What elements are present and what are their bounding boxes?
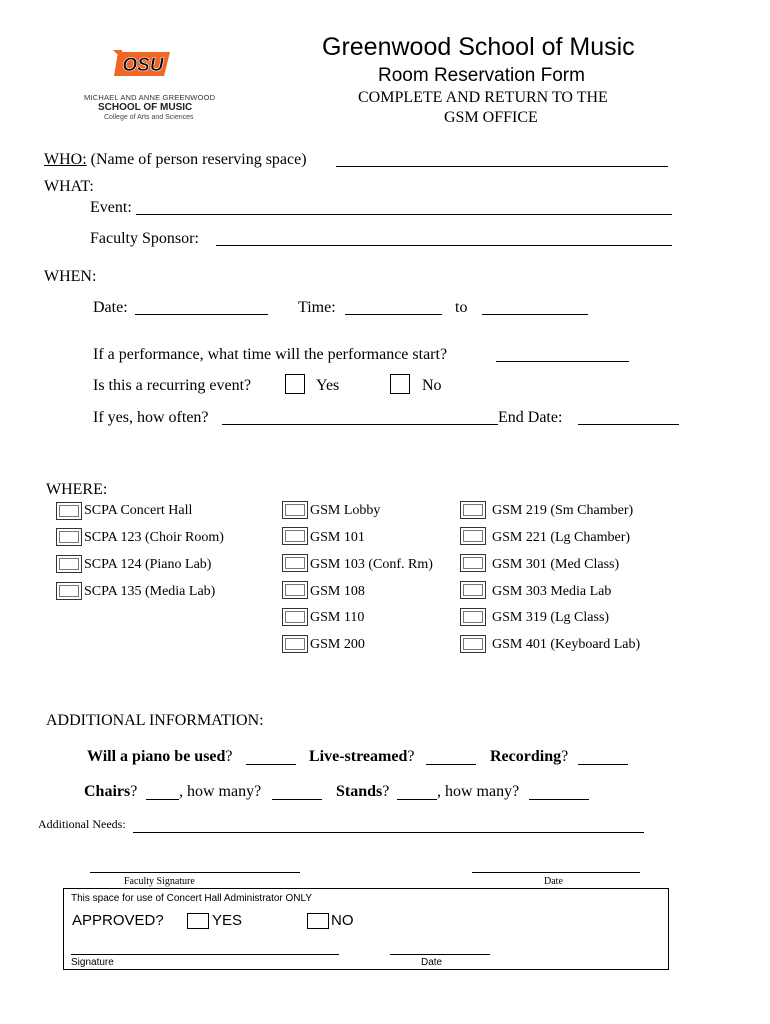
faculty-signature-line[interactable]	[90, 872, 300, 873]
room-label: GSM 219 (Sm Chamber)	[492, 503, 634, 518]
who-label: WHO:	[44, 151, 87, 168]
room-label: GSM 103 (Conf. Rm)	[310, 557, 433, 572]
recurring-yes-label: Yes	[316, 377, 340, 394]
end-date-label: End Date:	[498, 409, 563, 426]
who-text: (Name of person reserving space)	[90, 151, 307, 168]
admin-note: This space for use of Concert Hall Administrator ONLY	[71, 893, 313, 904]
time-end-field[interactable]	[482, 314, 588, 315]
stands-field[interactable]	[397, 799, 437, 800]
recurring-yes-checkbox[interactable]	[285, 374, 305, 394]
room-label: GSM 303 Media Lab	[492, 584, 612, 599]
room-label: SCPA 124 (Piano Lab)	[84, 557, 212, 572]
performance-time-field[interactable]	[496, 361, 629, 362]
who-field[interactable]	[336, 166, 668, 167]
room-label: GSM 319 (Lg Class)	[492, 610, 610, 625]
chairs-label: Chairs	[84, 783, 131, 800]
room-label: SCPA Concert Hall	[84, 503, 193, 518]
stands-how-many: , how many?	[437, 783, 520, 800]
room-checkbox-scpa-123[interactable]	[56, 528, 82, 546]
room-label: GSM 301 (Med Class)	[492, 557, 620, 572]
date-label: Date:	[93, 299, 128, 316]
osu-logo-mark	[112, 46, 176, 82]
logo-line1: MICHAEL AND ANNE GREENWOOD	[84, 93, 216, 102]
logo-mark-text: OSU	[122, 55, 164, 76]
room-checkbox-gsm-lobby[interactable]	[282, 501, 308, 519]
recording-question	[490, 748, 568, 766]
chairs-how-many: , how many?	[179, 783, 262, 800]
instruction-line2: GSM OFFICE	[444, 109, 538, 126]
room-label: SCPA 135 (Media Lab)	[84, 584, 216, 599]
faculty-signature-label: Faculty Signature	[124, 876, 195, 887]
sponsor-field[interactable]	[216, 245, 672, 246]
admin-date-label: Date	[421, 957, 443, 968]
recording-label: Recording	[490, 748, 562, 765]
where-label: WHERE:	[46, 481, 108, 498]
room-checkbox-gsm-401[interactable]	[460, 635, 486, 653]
end-date-field[interactable]	[578, 424, 679, 425]
room-checkbox-gsm-103[interactable]	[282, 554, 308, 572]
approved-label: APPROVED?	[72, 912, 164, 929]
room-checkbox-gsm-200[interactable]	[282, 635, 308, 653]
faculty-date-line[interactable]	[472, 872, 640, 873]
piano-question	[87, 748, 233, 766]
recurring-question: Is this a recurring event?	[93, 377, 252, 394]
recurring-no-checkbox[interactable]	[390, 374, 410, 394]
who-row	[44, 151, 307, 169]
livestream-field[interactable]	[426, 764, 476, 765]
additional-needs-field[interactable]	[133, 832, 644, 833]
approved-yes-checkbox[interactable]	[187, 913, 209, 929]
room-label: SCPA 123 (Choir Room)	[84, 530, 224, 545]
sponsor-label: Faculty Sponsor:	[90, 230, 199, 247]
logo-line3: College of Arts and Sciences	[104, 114, 194, 121]
recurring-no-label: No	[422, 377, 442, 394]
to-label: to	[455, 299, 468, 316]
stands-qmark: ?	[382, 783, 390, 800]
room-label: GSM 221 (Lg Chamber)	[492, 530, 631, 545]
room-checkbox-gsm-219[interactable]	[460, 501, 486, 519]
room-label: GSM 101	[310, 530, 365, 545]
approved-no-checkbox[interactable]	[307, 913, 329, 929]
room-checkbox-scpa-124[interactable]	[56, 555, 82, 573]
piano-field[interactable]	[246, 764, 296, 765]
room-label: GSM 401 (Keyboard Lab)	[492, 637, 641, 652]
room-checkbox-gsm-110[interactable]	[282, 608, 308, 626]
room-checkbox-gsm-319[interactable]	[460, 608, 486, 626]
time-label: Time:	[298, 299, 336, 316]
room-label: GSM 108	[310, 584, 365, 599]
stands-question	[336, 783, 389, 801]
room-checkbox-gsm-108[interactable]	[282, 581, 308, 599]
approved-no-label: NO	[331, 912, 354, 929]
stands-count-field[interactable]	[529, 799, 589, 800]
date-field[interactable]	[135, 314, 268, 315]
what-label: WHAT:	[44, 178, 94, 195]
faculty-date-label: Date	[544, 876, 563, 887]
livestream-qmark: ?	[407, 748, 415, 765]
how-often-field[interactable]	[222, 424, 498, 425]
additional-info-label: ADDITIONAL INFORMATION:	[46, 712, 264, 729]
additional-needs-label: Additional Needs:	[38, 817, 126, 831]
page-title: Greenwood School of Music	[322, 33, 635, 61]
room-label: GSM 200	[310, 637, 365, 652]
event-field[interactable]	[136, 214, 672, 215]
piano-label: Will a piano be used	[87, 748, 226, 765]
room-checkbox-gsm-221[interactable]	[460, 527, 486, 545]
room-checkbox-scpa-concert-hall[interactable]	[56, 502, 82, 520]
instruction-line1: COMPLETE AND RETURN TO THE	[358, 89, 608, 106]
admin-date-line[interactable]	[390, 954, 490, 955]
admin-signature-line[interactable]	[71, 954, 339, 955]
room-label: GSM 110	[310, 610, 365, 625]
room-checkbox-gsm-101[interactable]	[282, 527, 308, 545]
time-start-field[interactable]	[345, 314, 442, 315]
livestream-question	[309, 748, 414, 766]
page-subtitle: Room Reservation Form	[378, 65, 585, 86]
recording-field[interactable]	[578, 764, 628, 765]
livestream-label: Live-streamed	[309, 748, 408, 765]
performance-question: If a performance, what time will the performance start?	[93, 346, 448, 363]
approved-yes-label: YES	[212, 912, 243, 929]
stands-label: Stands	[336, 783, 383, 800]
room-checkbox-gsm-303[interactable]	[460, 581, 486, 599]
admin-signature-label: Signature	[71, 957, 114, 968]
how-often-label: If yes, how often?	[93, 409, 209, 426]
room-checkbox-scpa-135[interactable]	[56, 582, 82, 600]
recording-qmark: ?	[561, 748, 569, 765]
when-label: WHEN:	[44, 268, 97, 285]
piano-qmark: ?	[225, 748, 233, 765]
room-checkbox-gsm-301[interactable]	[460, 554, 486, 572]
chairs-qmark: ?	[130, 783, 138, 800]
chairs-question	[84, 783, 137, 801]
room-label: GSM Lobby	[310, 503, 381, 518]
chairs-count-field[interactable]	[272, 799, 322, 800]
logo-line2: SCHOOL OF MUSIC	[98, 102, 193, 113]
event-label: Event:	[90, 199, 132, 216]
chairs-field[interactable]	[146, 799, 179, 800]
